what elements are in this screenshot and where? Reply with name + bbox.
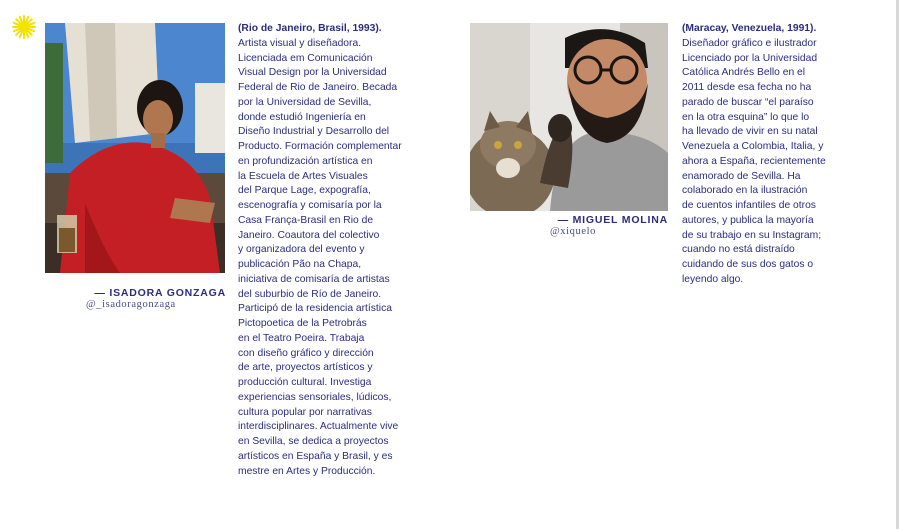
bio-line: (Rio de Janeiro, Brasil, 1993). [238, 23, 382, 34]
bio-line: cultura popular por narrativas [238, 406, 372, 418]
bio-line: cuando no está distraído [682, 244, 795, 256]
bio-line: escenografía y comisaría por la [238, 200, 382, 211]
bio-line: iniciativa de comisaría de artistas [238, 273, 390, 285]
bio-line: en la otra esquina” lo que lo [682, 111, 810, 123]
bio-line: en profundización artística en [238, 155, 373, 167]
bio-line: en el Teatro Poeira. Trabaja [238, 332, 365, 344]
bio-line: con diseño gráfico y dirección [238, 347, 374, 359]
miguel-handle: @xiquelo [550, 226, 596, 237]
bio-line: Participó de la residencia artística [238, 303, 392, 315]
bio-line: Federal de Rio de Janeiro. Becada [238, 82, 398, 93]
bio-line: cuidando de sus dos gatos o [682, 259, 814, 270]
isadora-portrait-photo [45, 23, 225, 273]
bio-line: interdisciplinares. Actualmente vive [238, 421, 399, 433]
bio-line: 2011 desde esa fecha no ha [682, 82, 812, 93]
isadora-bio [238, 22, 428, 479]
miguel-credit [520, 214, 668, 237]
bio-line: Licenciada em Comunicación [238, 52, 373, 64]
bio-line: producción cultural. Investiga [238, 377, 372, 388]
bio-line: Janeiro. Coautora del colectivo [238, 229, 380, 241]
bio-line: y organizadora del evento y [238, 244, 365, 256]
bio-line: (Maracay, Venezuela, 1991). [682, 23, 817, 34]
bio-line: Pictopoetica de la Petrobrás [238, 318, 367, 329]
bio-line: experiencias sensoriales, lúdicos, [238, 391, 392, 403]
bio-line: Diseñador gráfico e ilustrador [682, 37, 817, 49]
bio-line: en Sevilla, se dedica a proyectos [238, 436, 389, 447]
bio-line: del suburbio de Río de Janeiro. [238, 288, 382, 300]
isadora-name: — ISADORA GONZAGA [94, 287, 226, 299]
bio-line: artísticos en España y Brasil, y es [238, 450, 393, 462]
bio-line: parado de buscar “el paraíso [682, 96, 814, 108]
bio-line: Casa França-Brasil en Rio de [238, 214, 374, 226]
bio-line: mestre en Artes y Producción. [238, 465, 376, 477]
bio-line: Diseño Industrial y Desarrollo del [238, 126, 390, 138]
bio-line: enamorado de Sevilla. Ha [682, 170, 801, 182]
bio-line: de arte, proyectos artísticos y [238, 362, 373, 374]
bio-line: Católica Andrés Bello en el [682, 67, 806, 79]
bio-line: autores, y publica la mayoría [682, 214, 814, 226]
bio-line: de su trabajo en su Instagram; [682, 229, 822, 241]
sun-icon [12, 15, 36, 39]
bio-line: de cuentos infantiles de otros [682, 200, 816, 211]
miguel-bio [682, 22, 872, 288]
bio-line: ahora a España, recientemente [682, 155, 826, 167]
bio-line: Venezuela a Colombia, Italia, y [682, 141, 824, 152]
bio-line: leyendo algo. [682, 273, 744, 285]
bio-line: publicación Pão na Chapa, [238, 259, 362, 270]
bio-line: la Escuela de Artes Visuales [238, 170, 368, 182]
bio-line: Licenciado por la Universidad [682, 52, 818, 64]
bio-line: del Parque Lage, expografía, [238, 185, 371, 197]
bio-line: por la Universidad de Sevilla, [238, 96, 372, 108]
bio-line: colaborado en la ilustración [682, 185, 808, 197]
isadora-credit [86, 287, 226, 310]
bio-line: Producto. Formación complementar [238, 141, 402, 152]
miguel-name: — MIGUEL MOLINA [557, 214, 668, 226]
bio-line: ha llevado de vivir en su natal [682, 126, 818, 138]
bio-line: Artista visual y diseñadora. [238, 37, 362, 49]
bio-line: Visual Design por la Universidad [238, 67, 387, 79]
isadora-handle: @_isadoragonzaga [86, 299, 176, 310]
bio-line: donde estudió Ingeniería en [238, 111, 366, 123]
miguel-portrait-photo [470, 23, 668, 211]
